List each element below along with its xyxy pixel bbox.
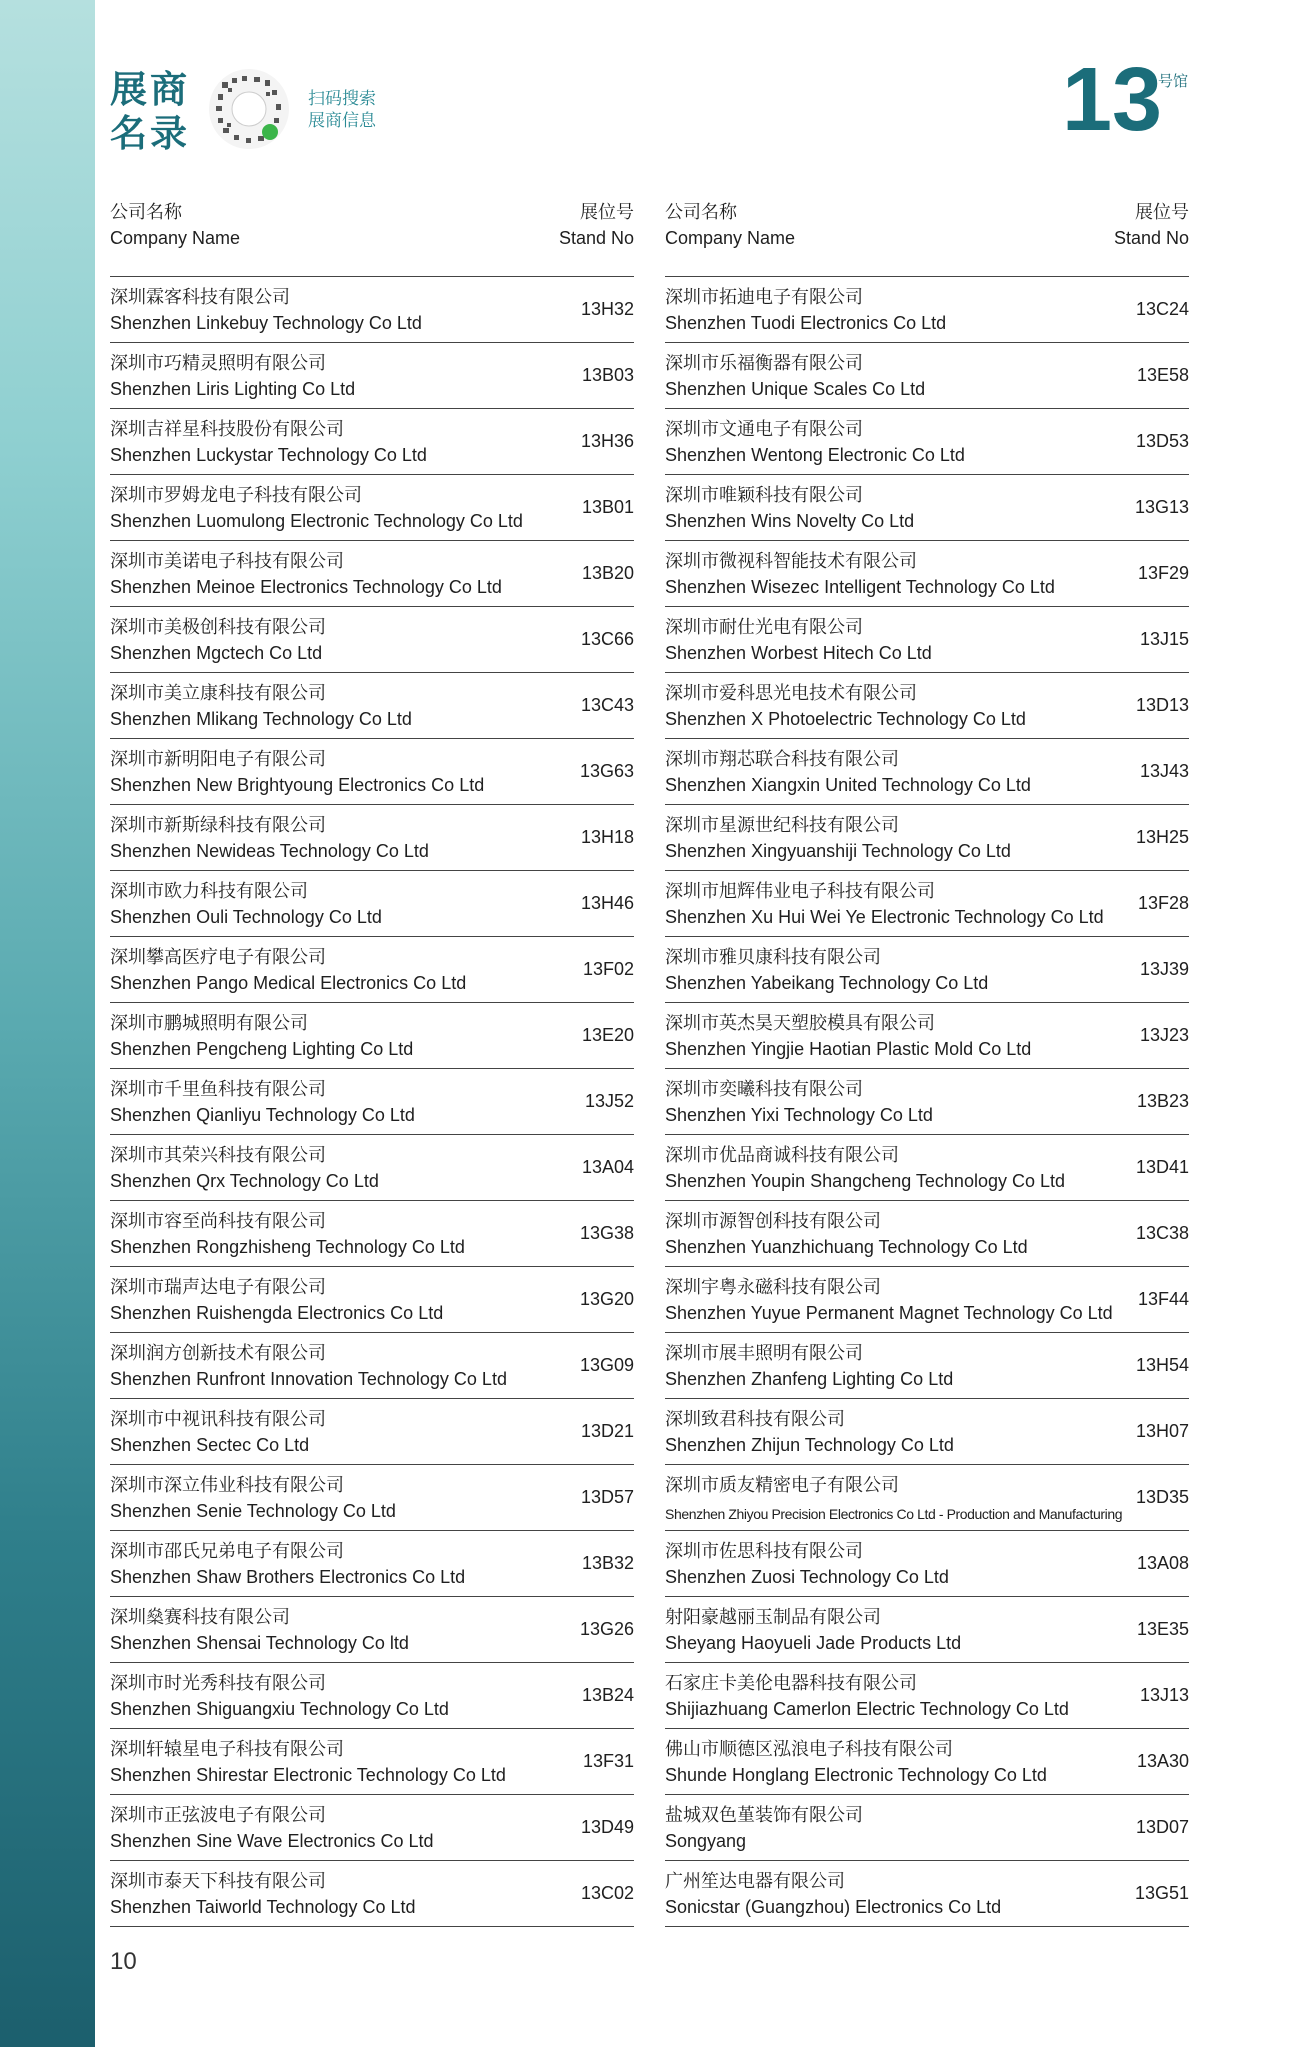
company-name-cn: 深圳市罗姆龙电子科技有限公司 xyxy=(110,485,362,505)
table-row xyxy=(665,1597,1189,1663)
company-name-cn: 深圳市新斯绿科技有限公司 xyxy=(110,815,326,835)
table-row xyxy=(665,1861,1189,1927)
company-name-en: Shenzhen Yuanzhichuang Technology Co Ltd xyxy=(665,1237,1028,1257)
company-name-cn: 深圳市英杰昊天塑胶模具有限公司 xyxy=(665,1013,935,1033)
stand-number: 13F02 xyxy=(582,959,634,979)
company-name-cn: 深圳市中视讯科技有限公司 xyxy=(110,1409,326,1429)
company-name-en: Shenzhen Yuyue Permanent Magnet Technology Co Ltd xyxy=(665,1303,1113,1323)
stand-number: 13J52 xyxy=(584,1091,634,1111)
table-row xyxy=(110,1333,634,1399)
company-name-en: Shenzhen Shensai Technology Co ltd xyxy=(110,1633,409,1653)
stand-number: 13H07 xyxy=(1135,1421,1189,1441)
company-name-en: Shenzhen Zhiyou Precision Electronics Co Ltd - Production and Manufacturing xyxy=(665,1506,1123,1522)
company-name-en: Shenzhen Liris Lighting Co Ltd xyxy=(110,379,356,399)
company-name-en: Shenzhen Taiworld Technology Co Ltd xyxy=(110,1897,416,1917)
stand-number: 13B01 xyxy=(581,497,634,517)
company-name-cn: 深圳市欧力科技有限公司 xyxy=(110,881,308,901)
stand-number: 13G51 xyxy=(1134,1883,1189,1903)
stand-number: 13G13 xyxy=(1134,497,1189,517)
table-row xyxy=(665,343,1189,409)
company-name-cn: 射阳豪越丽玉制品有限公司 xyxy=(665,1607,881,1627)
table-row xyxy=(665,805,1189,871)
company-name-cn: 深圳市耐仕光电有限公司 xyxy=(665,617,863,637)
company-name-cn: 深圳市质友精密电子有限公司 xyxy=(665,1475,899,1495)
table-row xyxy=(110,343,634,409)
company-name-en: Shenzhen Wisezec Intelligent Technology Co Ltd xyxy=(665,577,1055,597)
stand-number: 13J15 xyxy=(1139,629,1189,649)
stand-number: 13B23 xyxy=(1136,1091,1189,1111)
table-row xyxy=(110,871,634,937)
company-name-cn: 深圳市雅贝康科技有限公司 xyxy=(665,947,881,967)
table-row xyxy=(110,1399,634,1465)
stand-number: 13F29 xyxy=(1137,563,1189,583)
table-row xyxy=(665,937,1189,1003)
table-row xyxy=(665,277,1189,343)
stand-number: 13H54 xyxy=(1135,1355,1189,1375)
company-name-cn: 深圳攀高医疗电子有限公司 xyxy=(110,947,326,967)
company-name-en: Shenzhen Sine Wave Electronics Co Ltd xyxy=(110,1831,434,1851)
company-name-en: Shenzhen Sectec Co Ltd xyxy=(110,1435,310,1455)
header-stand-cn: 展位号 xyxy=(580,202,634,222)
stand-number: 13D41 xyxy=(1135,1157,1189,1177)
header-company-en: Company Name xyxy=(665,228,796,248)
table-row xyxy=(110,1795,634,1861)
table-row xyxy=(665,1135,1189,1201)
table-row xyxy=(665,1333,1189,1399)
table-row xyxy=(110,1663,634,1729)
table-row xyxy=(110,1069,634,1135)
company-name-en: Shenzhen Zuosi Technology Co Ltd xyxy=(665,1567,949,1587)
company-name-cn: 深圳吉祥星科技股份有限公司 xyxy=(110,419,344,439)
company-name-cn: 深圳润方创新技术有限公司 xyxy=(110,1343,326,1363)
stand-number: 13A04 xyxy=(581,1157,634,1177)
company-name-cn: 深圳市爱科思光电技术有限公司 xyxy=(665,683,917,703)
qr-code-icon[interactable] xyxy=(208,68,290,150)
company-name-en: Shenzhen Shaw Brothers Electronics Co Ltd xyxy=(110,1567,466,1587)
header-company-cn: 公司名称 xyxy=(665,202,737,222)
company-name-cn: 佛山市顺德区泓浪电子科技有限公司 xyxy=(665,1739,953,1759)
company-name-en: Shenzhen Ruishengda Electronics Co Ltd xyxy=(110,1303,444,1323)
company-name-en: Shenzhen Newideas Technology Co Ltd xyxy=(110,841,429,861)
stand-number: 13H36 xyxy=(580,431,634,451)
table-row xyxy=(110,673,634,739)
table-row xyxy=(665,673,1189,739)
company-name-en: Shunde Honglang Electronic Technology Co Ltd xyxy=(665,1765,1047,1785)
table-row xyxy=(110,1729,634,1795)
company-name-en: Shenzhen Meinoe Electronics Technology Co Ltd xyxy=(110,577,502,597)
company-name-cn: 深圳市微视科智能技术有限公司 xyxy=(665,551,917,571)
table-row xyxy=(110,1465,634,1531)
company-name-cn: 深圳致君科技有限公司 xyxy=(665,1409,845,1429)
stand-number: 13C02 xyxy=(580,1883,634,1903)
company-name-en: Shenzhen Qrx Technology Co Ltd xyxy=(110,1171,379,1191)
company-name-cn: 深圳市新明阳电子有限公司 xyxy=(110,749,326,769)
stand-number: 13C66 xyxy=(580,629,634,649)
decorative-side-band xyxy=(0,0,95,2047)
company-name-cn: 深圳市展丰照明有限公司 xyxy=(665,1343,863,1363)
stand-number: 13C38 xyxy=(1135,1223,1189,1243)
table-row xyxy=(665,1399,1189,1465)
stand-number: 13J39 xyxy=(1139,959,1189,979)
company-name-cn: 深圳市千里鱼科技有限公司 xyxy=(110,1079,326,1099)
company-name-cn: 深圳市瑞声达电子有限公司 xyxy=(110,1277,326,1297)
header-stand-en: Stand No xyxy=(558,228,634,248)
page-title xyxy=(110,68,190,156)
company-name-en: Sheyang Haoyueli Jade Products Ltd xyxy=(665,1633,962,1653)
company-name-cn: 深圳市优品商诚科技有限公司 xyxy=(665,1145,899,1165)
company-name-cn: 深圳市时光秀科技有限公司 xyxy=(110,1673,326,1693)
company-name-en: Shenzhen Mlikang Technology Co Ltd xyxy=(110,709,412,729)
table-row xyxy=(665,1069,1189,1135)
stand-number: 13H25 xyxy=(1135,827,1189,847)
company-name-en: Shenzhen Youpin Shangcheng Technology Co Ltd xyxy=(665,1171,1066,1191)
company-name-cn: 深圳宇粤永磁科技有限公司 xyxy=(665,1277,881,1297)
stand-number: 13F44 xyxy=(1137,1289,1189,1309)
table-row xyxy=(665,409,1189,475)
company-name-en: Shenzhen Shirestar Electronic Technology Co Ltd xyxy=(110,1765,506,1785)
stand-number: 13J23 xyxy=(1139,1025,1189,1045)
stand-number: 13G38 xyxy=(579,1223,634,1243)
stand-number: 13B24 xyxy=(581,1685,634,1705)
stand-number: 13H32 xyxy=(580,299,634,319)
company-name-en: Shenzhen Xingyuanshiji Technology Co Ltd xyxy=(665,841,1011,861)
company-name-cn: 深圳市容至尚科技有限公司 xyxy=(110,1211,326,1231)
company-name-cn: 石家庄卡美伦电器科技有限公司 xyxy=(665,1673,917,1693)
stand-number: 13A30 xyxy=(1136,1751,1189,1771)
company-name-en: Shenzhen Pango Medical Electronics Co Ltd xyxy=(110,973,467,993)
stand-number: 13D35 xyxy=(1135,1487,1189,1507)
hall-suffix: 号馆 xyxy=(1158,73,1189,90)
page-title-line-1: 展商 xyxy=(110,69,190,110)
company-name-cn: 深圳市美立康科技有限公司 xyxy=(110,683,326,703)
stand-number: 13E20 xyxy=(581,1025,634,1045)
company-name-en: Shenzhen Wentong Electronic Co Ltd xyxy=(665,445,965,465)
company-name-en: Shenzhen Zhijun Technology Co Ltd xyxy=(665,1435,954,1455)
stand-number: 13D07 xyxy=(1135,1817,1189,1837)
company-name-en: Shenzhen Worbest Hitech Co Ltd xyxy=(665,643,932,663)
header-company-en: Company Name xyxy=(110,228,241,248)
table-row xyxy=(110,739,634,805)
company-name-cn: 深圳市文通电子有限公司 xyxy=(665,419,863,439)
table-row xyxy=(110,1135,634,1201)
page-number: 10 xyxy=(110,1948,137,1975)
table-row xyxy=(665,871,1189,937)
table-row xyxy=(110,277,634,343)
table-row xyxy=(110,1003,634,1069)
company-name-en: Shenzhen Mgctech Co Ltd xyxy=(110,643,323,663)
company-name-cn: 深圳市源智创科技有限公司 xyxy=(665,1211,881,1231)
company-name-en: Shenzhen Linkebuy Technology Co Ltd xyxy=(110,313,422,333)
company-name-en: Sonicstar (Guangzhou) Electronics Co Ltd xyxy=(665,1897,1002,1917)
table-row xyxy=(665,1201,1189,1267)
table-header xyxy=(110,196,634,277)
company-name-cn: 深圳轩辕星电子科技有限公司 xyxy=(110,1739,344,1759)
stand-number: 13H46 xyxy=(580,893,634,913)
stand-number: 13B20 xyxy=(581,563,634,583)
company-name-en: Shenzhen Pengcheng Lighting Co Ltd xyxy=(110,1039,414,1059)
stand-number: 13D53 xyxy=(1135,431,1189,451)
qr-caption-line-2: 展商信息 xyxy=(308,111,376,130)
company-name-en: Shijiazhuang Camerlon Electric Technology Co Ltd xyxy=(665,1699,1069,1719)
stand-number: 13J13 xyxy=(1139,1685,1189,1705)
stand-number: 13E58 xyxy=(1136,365,1189,385)
company-name-cn: 深圳市唯颖科技有限公司 xyxy=(665,485,863,505)
company-name-en: Shenzhen Yixi Technology Co Ltd xyxy=(665,1105,933,1125)
table-row xyxy=(665,1003,1189,1069)
stand-number: 13G63 xyxy=(579,761,634,781)
company-name-en: Shenzhen Ouli Technology Co Ltd xyxy=(110,907,382,927)
table-row xyxy=(665,1531,1189,1597)
table-row xyxy=(110,1531,634,1597)
company-name-en: Shenzhen Luomulong Electronic Technology Co Ltd xyxy=(110,511,523,531)
company-name-cn: 深圳市翔芯联合科技有限公司 xyxy=(665,749,899,769)
table-row xyxy=(665,541,1189,607)
company-name-cn: 深圳市美诺电子科技有限公司 xyxy=(110,551,344,571)
company-name-en: Shenzhen Luckystar Technology Co Ltd xyxy=(110,445,427,465)
stand-number: 13F28 xyxy=(1137,893,1189,913)
stand-number: 13G26 xyxy=(579,1619,634,1639)
company-name-en: Shenzhen Wins Novelty Co Ltd xyxy=(665,511,915,531)
table-row xyxy=(665,1267,1189,1333)
table-row xyxy=(110,409,634,475)
company-name-cn: 深圳霖客科技有限公司 xyxy=(110,287,290,307)
header-stand-en: Stand No xyxy=(1113,228,1189,248)
stand-number: 13D13 xyxy=(1135,695,1189,715)
stand-number: 13C43 xyxy=(580,695,634,715)
exhibitor-table-left xyxy=(110,196,634,1927)
table-row xyxy=(110,541,634,607)
hall-number: 13 xyxy=(1062,50,1163,150)
company-name-cn: 深圳燊赛科技有限公司 xyxy=(110,1607,290,1627)
stand-number: 13F31 xyxy=(582,1751,634,1771)
table-row xyxy=(665,607,1189,673)
table-row xyxy=(665,475,1189,541)
stand-number: 13B32 xyxy=(581,1553,634,1573)
company-name-en: Shenzhen Runfront Innovation Technology Co Ltd xyxy=(110,1369,507,1389)
table-row xyxy=(110,1861,634,1927)
table-row xyxy=(110,1267,634,1333)
stand-number: 13H18 xyxy=(580,827,634,847)
company-name-en: Shenzhen New Brightyoung Electronics Co Ltd xyxy=(110,775,485,795)
stand-number: 13E35 xyxy=(1136,1619,1189,1639)
stand-number: 13G09 xyxy=(579,1355,634,1375)
company-name-cn: 深圳市鹏城照明有限公司 xyxy=(110,1013,308,1033)
company-name-cn: 盐城双色堇装饰有限公司 xyxy=(665,1805,863,1825)
table-row xyxy=(110,1597,634,1663)
company-name-en: Shenzhen Xu Hui Wei Ye Electronic Technology Co Ltd xyxy=(665,907,1104,927)
company-name-cn: 深圳市佐思科技有限公司 xyxy=(665,1541,863,1561)
company-name-cn: 深圳市其荣兴科技有限公司 xyxy=(110,1145,326,1165)
stand-number: 13J43 xyxy=(1139,761,1189,781)
table-row xyxy=(665,1729,1189,1795)
company-name-cn: 深圳市旭辉伟业电子科技有限公司 xyxy=(665,881,935,901)
table-row xyxy=(110,1201,634,1267)
company-name-cn: 深圳市邵氏兄弟电子有限公司 xyxy=(110,1541,344,1561)
header-company-cn: 公司名称 xyxy=(110,202,182,222)
table-row xyxy=(665,739,1189,805)
company-name-cn: 深圳市巧精灵照明有限公司 xyxy=(110,353,326,373)
company-name-en: Shenzhen Yabeikang Technology Co Ltd xyxy=(665,973,989,993)
company-name-cn: 深圳市奕曦科技有限公司 xyxy=(665,1079,863,1099)
qr-caption-line-1: 扫码搜索 xyxy=(308,89,376,108)
table-row xyxy=(110,937,634,1003)
qr-caption xyxy=(308,88,376,132)
stand-number: 13A08 xyxy=(1136,1553,1189,1573)
company-name-en: Songyang xyxy=(665,1831,747,1851)
table-row xyxy=(665,1663,1189,1729)
company-name-en: Shenzhen X Photoelectric Technology Co Ltd xyxy=(665,709,1026,729)
header-stand-cn: 展位号 xyxy=(1135,202,1189,222)
company-name-en: Shenzhen Unique Scales Co Ltd xyxy=(665,379,926,399)
company-name-cn: 深圳市泰天下科技有限公司 xyxy=(110,1871,326,1891)
company-name-en: Shenzhen Rongzhisheng Technology Co Ltd xyxy=(110,1237,465,1257)
table-header xyxy=(665,196,1189,277)
table-row xyxy=(665,1465,1189,1531)
company-name-cn: 深圳市深立伟业科技有限公司 xyxy=(110,1475,344,1495)
company-name-en: Shenzhen Shiguangxiu Technology Co Ltd xyxy=(110,1699,449,1719)
company-name-cn: 深圳市正弦波电子有限公司 xyxy=(110,1805,326,1825)
stand-number: 13G20 xyxy=(579,1289,634,1309)
stand-number: 13B03 xyxy=(581,365,634,385)
company-name-cn: 深圳市星源世纪科技有限公司 xyxy=(665,815,899,835)
company-name-en: Shenzhen Yingjie Haotian Plastic Mold Co Ltd xyxy=(665,1039,1032,1059)
company-name-en: Shenzhen Senie Technology Co Ltd xyxy=(110,1501,396,1521)
table-row xyxy=(110,475,634,541)
company-name-en: Shenzhen Xiangxin United Technology Co Ltd xyxy=(665,775,1031,795)
company-name-cn: 广州笙达电器有限公司 xyxy=(665,1871,845,1891)
stand-number: 13C24 xyxy=(1135,299,1189,319)
stand-number: 13D21 xyxy=(580,1421,634,1441)
company-name-en: Shenzhen Tuodi Electronics Co Ltd xyxy=(665,313,947,333)
exhibitor-table-right xyxy=(665,196,1189,1927)
company-name-cn: 深圳市乐福衡器有限公司 xyxy=(665,353,863,373)
table-row xyxy=(665,1795,1189,1861)
table-row xyxy=(110,607,634,673)
page-title-line-2: 名录 xyxy=(110,113,190,154)
stand-number: 13D57 xyxy=(580,1487,634,1507)
table-row xyxy=(110,805,634,871)
company-name-cn: 深圳市拓迪电子有限公司 xyxy=(665,287,863,307)
company-name-en: Shenzhen Zhanfeng Lighting Co Ltd xyxy=(665,1369,954,1389)
company-name-en: Shenzhen Qianliyu Technology Co Ltd xyxy=(110,1105,415,1125)
company-name-cn: 深圳市美极创科技有限公司 xyxy=(110,617,326,637)
stand-number: 13D49 xyxy=(580,1817,634,1837)
